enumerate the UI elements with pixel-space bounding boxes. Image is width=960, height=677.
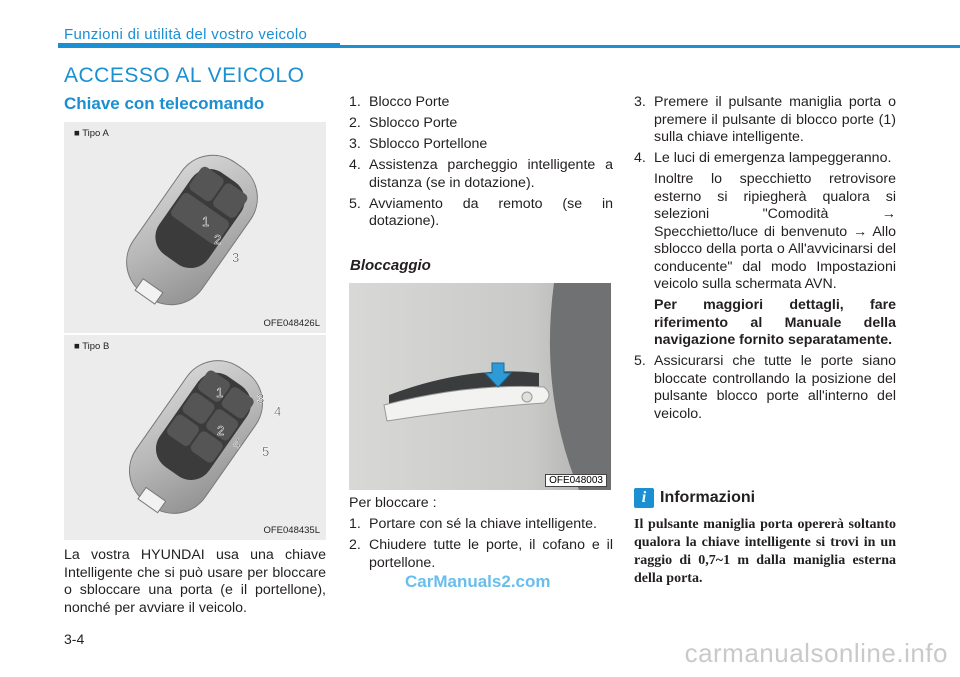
list-item: 1. Portare con sé la chiave intelligente. xyxy=(349,516,597,532)
list-item: 2. Chiudere tutte le porte, il cofano e il portellone. xyxy=(349,537,613,571)
subsection-title: Chiave con telecomando xyxy=(64,94,265,113)
key-a-button-3: 3 xyxy=(232,250,240,265)
watermark-carmanualsonline: carmanualsonline.info xyxy=(684,638,948,668)
smart-key-type-a-illustration xyxy=(64,122,326,333)
info-title: Informazioni xyxy=(660,489,756,506)
lock-intro: Per bloccare : xyxy=(349,495,437,511)
info-icon: i xyxy=(634,488,654,508)
key-b-button-3: 3 xyxy=(257,391,265,406)
page-number: 3-4 xyxy=(64,631,85,647)
list-item: 5. Assicurarsi che tutte le porte siano bloccate controllando la posizione del pulsante blocco porte all'interno del veicolo. xyxy=(634,353,896,422)
photo-code: OFE048003 xyxy=(545,474,607,487)
list-item: 4. Le luci di emergenza lampeggeranno. xyxy=(634,150,892,166)
info-heading xyxy=(634,488,755,508)
intro-paragraph: La vostra HYUNDAI usa una chiave Intelligente che si può usare per bloccare o sbloccare una porta (e il portellone), nonché per avviare il veicolo. xyxy=(64,547,326,616)
figure-label: ■ Tipo B xyxy=(74,341,110,352)
button-list xyxy=(349,94,613,234)
list-item: 3. Premere il pulsante maniglia porta o premere il pulsante di blocco porte (1) sulla chiave intelligente. xyxy=(634,94,896,145)
key-a-button-1: 1 xyxy=(202,214,210,229)
lock-steps-continued xyxy=(634,94,896,427)
list-item: 1. Blocco Porte xyxy=(349,94,450,110)
door-handle-illustration xyxy=(349,283,611,490)
figure-code: OFE048435L xyxy=(263,525,320,536)
key-b-button-1: 1 xyxy=(216,385,224,400)
info-text: Il pulsante maniglia porta opererà soltanto qualora la chiave intelligente si trovi in un raggio di 0,7~1 m dalla maniglia esterna della porta. xyxy=(634,517,896,586)
key-a-button-2: 2 xyxy=(214,232,222,247)
key-b-button-5: 5 xyxy=(262,444,270,459)
list-item: 4. Assistenza parcheggio intelligente a distanza (se in dotazione). xyxy=(349,157,613,191)
figure-code: OFE048426L xyxy=(263,318,320,329)
section-title: ACCESSO AL VEICOLO xyxy=(64,64,305,87)
door-handle-photo xyxy=(349,283,611,490)
lock-heading: Bloccaggio xyxy=(350,257,431,274)
figure-label: ■ Tipo A xyxy=(74,128,109,139)
key-b-button-4a: 4 xyxy=(274,404,282,419)
list-item: 2. Sblocco Porte xyxy=(349,115,458,131)
list-item: 3. Sblocco Portellone xyxy=(349,136,488,152)
header-title: Funzioni di utilità del vostro veicolo xyxy=(64,26,308,43)
watermark-carmanuals2: CarManuals2.com xyxy=(405,572,551,591)
figure-key-type-b xyxy=(64,335,326,540)
list-item-extra: Inoltre lo specchietto retrovisore esterno si ripiegherà qualora si selezioni "Comodità → Specchietto/luce di benvenuto → Allo sblocco della porta o All'avvicinarsi del conducente" dal modo Impostazioni veicolo sulla schermata AVN. xyxy=(654,171,896,292)
smart-key-type-b-illustration xyxy=(64,335,326,540)
list-item: 5. Avviamento da remoto (se in dotazione). xyxy=(349,195,613,229)
list-item-note: Per maggiori dettagli, fare riferimento al Manuale della navigazione fornito separatamente. xyxy=(654,297,896,348)
lock-steps xyxy=(349,516,613,576)
key-b-button-2: 2 xyxy=(217,423,225,438)
header-rule xyxy=(58,45,960,48)
figure-key-type-a xyxy=(64,122,326,333)
key-b-button-4b: 4 xyxy=(233,436,241,451)
